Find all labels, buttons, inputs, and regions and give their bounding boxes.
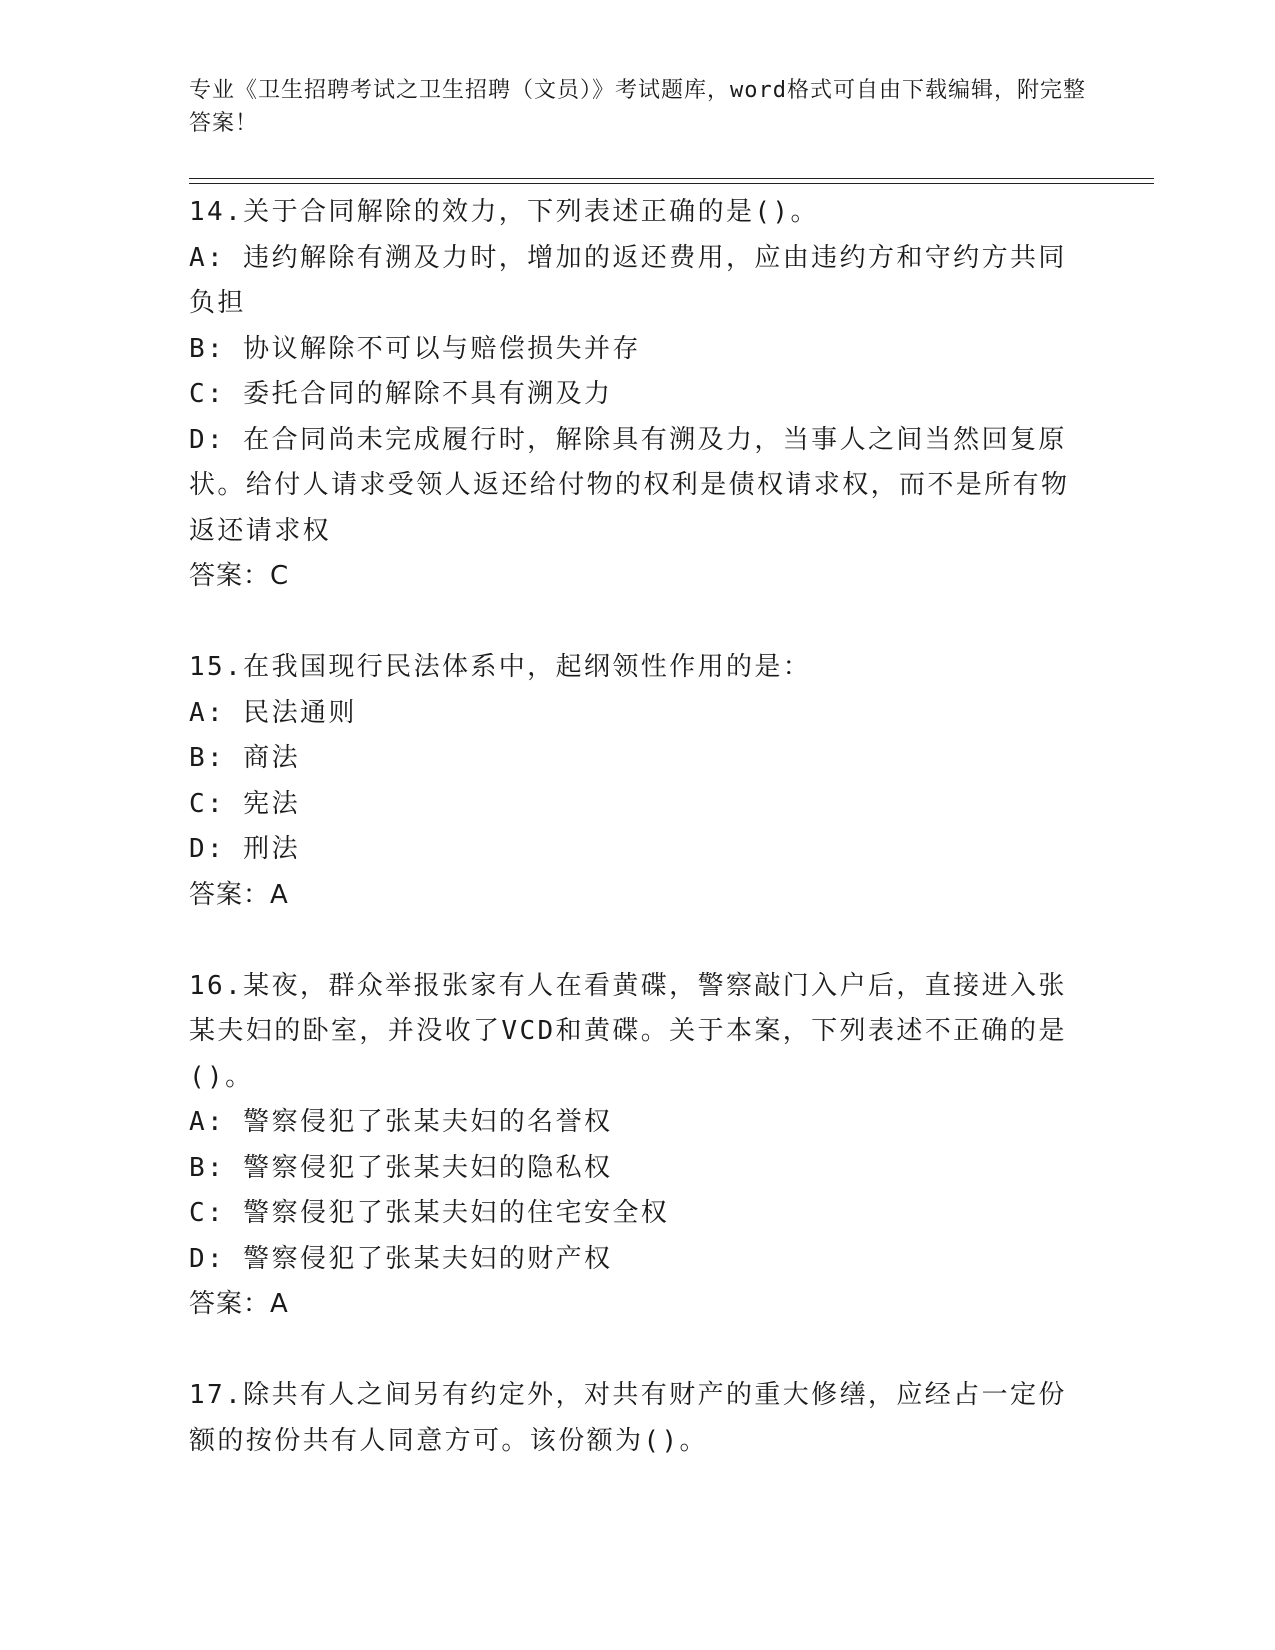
question-stem — [189, 645, 1089, 691]
option-key: C: — [189, 788, 226, 819]
answer-value: A — [270, 879, 289, 910]
option-key: D: — [189, 1243, 226, 1274]
option-c — [189, 782, 1089, 828]
question-number: 17. — [189, 1380, 244, 1410]
option-text: 警察侵犯了张某夫妇的隐私权 — [243, 1152, 613, 1183]
option-text: 委托合同的解除不具有溯及力 — [243, 379, 613, 409]
question-text: 除共有人之间另有约定外，对共有财产的重大修缮，应经占一定份额的按份共有人同意方可。该份额为()。 — [189, 1380, 1067, 1456]
option-c — [189, 1191, 1089, 1237]
option-key: C: — [189, 379, 226, 409]
question-text: 在我国现行民法体系中，起纲领性作用的是： — [243, 652, 812, 682]
question-stem — [189, 190, 1089, 236]
option-text: 商法 — [243, 743, 300, 773]
document-header-note: 专业《卫生招聘考试之卫生招聘（文员）》考试题库，word格式可自由下载编辑，附完整答案！ — [189, 78, 1086, 136]
option-d — [189, 1237, 1089, 1283]
option-a — [189, 691, 1089, 737]
option-b — [189, 1146, 1089, 1192]
option-a — [189, 236, 1089, 327]
option-text: 刑法 — [243, 834, 300, 864]
question-16 — [189, 964, 1089, 1328]
answer-label: 答案： — [189, 1289, 271, 1319]
option-text: 在合同尚未完成履行时，解除具有溯及力，当事人之间当然回复原状。给付人请求受领人返还给付物的权利是债权请求权，而不是所有物返还请求权 — [189, 424, 1070, 546]
option-key: B: — [189, 333, 226, 364]
option-text: 警察侵犯了张某夫妇的住宅安全权 — [243, 1198, 670, 1228]
option-d — [189, 418, 1089, 555]
header-divider-bottom — [189, 183, 1154, 184]
option-c — [189, 372, 1089, 418]
option-b — [189, 736, 1089, 782]
option-key: A: — [189, 242, 226, 273]
option-text: 民法通则 — [243, 697, 357, 728]
option-key: B: — [189, 1152, 226, 1183]
option-b — [189, 327, 1089, 373]
header-divider-top — [189, 178, 1154, 179]
option-key: A: — [189, 697, 226, 728]
answer-value: A — [270, 1289, 289, 1319]
question-text: 某夜，群众举报张家有人在看黄碟，警察敲门入户后，直接进入张某夫妇的卧室，并没收了VCD和黄碟。关于本案，下列表述不正确的是()。 — [189, 970, 1067, 1092]
answer-line — [189, 873, 1089, 919]
question-number: 15. — [189, 652, 244, 682]
option-text: 警察侵犯了张某夫妇的财产权 — [243, 1243, 613, 1274]
question-17 — [189, 1373, 1089, 1464]
answer-value: C — [270, 561, 290, 591]
option-d — [189, 827, 1089, 873]
question-list — [189, 190, 1089, 1464]
option-key: B: — [189, 743, 226, 773]
question-number: 16. — [189, 970, 244, 1001]
question-stem — [189, 964, 1089, 1101]
option-key: D: — [189, 424, 226, 455]
option-a — [189, 1100, 1089, 1146]
option-key: D: — [189, 834, 226, 864]
answer-line — [189, 554, 1089, 600]
answer-label: 答案： — [189, 879, 271, 910]
option-text: 宪法 — [243, 788, 300, 819]
option-text: 协议解除不可以与赔偿损失并存 — [243, 333, 641, 364]
option-key: A: — [189, 1107, 226, 1137]
answer-label: 答案： — [189, 561, 271, 591]
question-text: 关于合同解除的效力，下列表述正确的是()。 — [243, 197, 819, 227]
question-stem — [189, 1373, 1089, 1464]
question-number: 14. — [189, 197, 244, 227]
answer-line — [189, 1282, 1089, 1328]
option-key: C: — [189, 1198, 226, 1228]
option-text: 警察侵犯了张某夫妇的名誉权 — [243, 1107, 613, 1137]
option-text: 违约解除有溯及力时，增加的返还费用，应由违约方和守约方共同负担 — [189, 242, 1067, 318]
question-15 — [189, 645, 1089, 918]
question-14 — [189, 190, 1089, 600]
